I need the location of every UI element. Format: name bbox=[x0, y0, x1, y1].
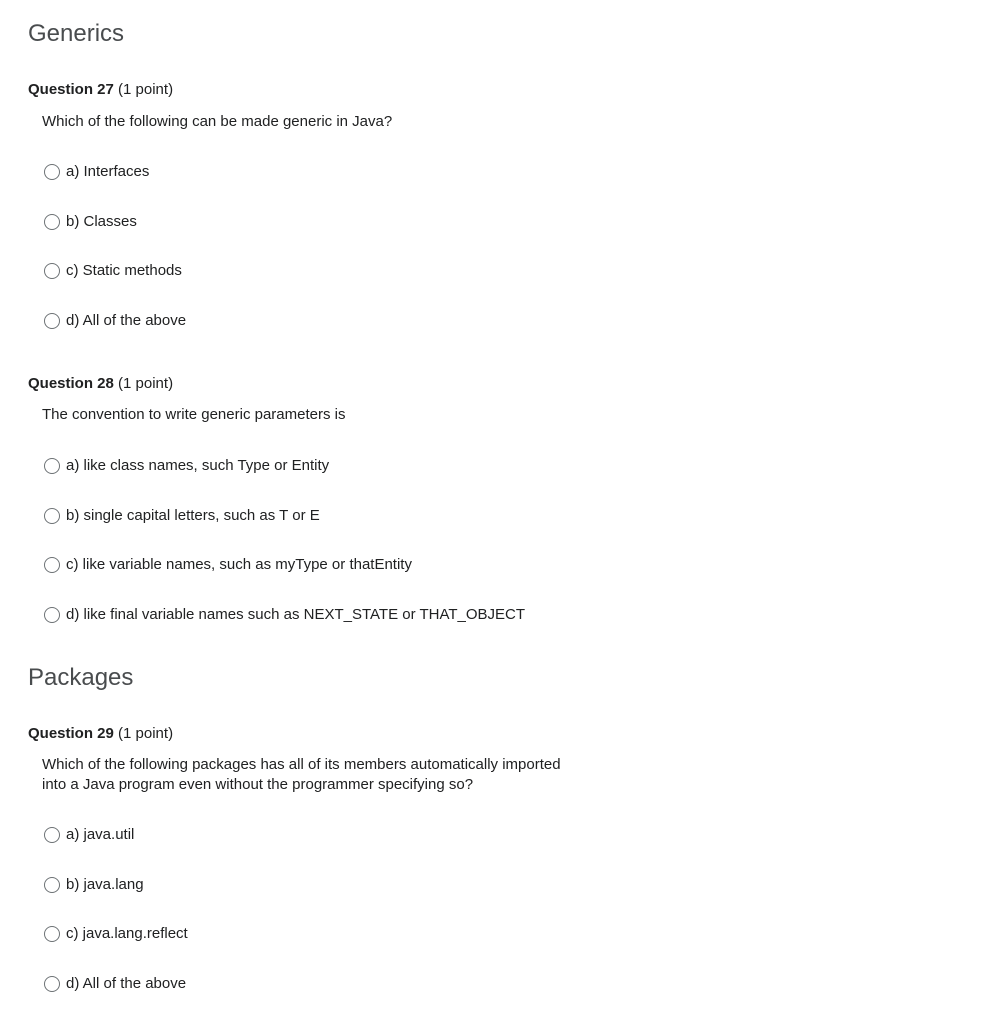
radio-button[interactable] bbox=[44, 214, 60, 230]
question-points: (1 point) bbox=[118, 375, 174, 392]
option-label: a) like class names, such Type or Entity bbox=[66, 457, 330, 474]
section-title-generics: Generics bbox=[28, 20, 125, 47]
question-text-line: into a Java program even without the programmer specifying so? bbox=[42, 776, 474, 793]
radio-button[interactable] bbox=[44, 164, 60, 180]
radio-button[interactable] bbox=[44, 877, 60, 893]
question-number: Question 29 bbox=[28, 725, 114, 742]
question-text-27: Which of the following can be made generic in Java? bbox=[42, 113, 393, 130]
radio-button[interactable] bbox=[44, 827, 60, 843]
question-29-option-c[interactable] bbox=[44, 923, 188, 945]
option-label: c) like variable names, such as myType or thatEntity bbox=[66, 556, 412, 573]
radio-button[interactable] bbox=[44, 458, 60, 474]
section-title-packages: Packages bbox=[28, 664, 134, 691]
option-label: b) single capital letters, such as T or E bbox=[66, 507, 320, 524]
option-label: b) Classes bbox=[66, 213, 137, 230]
question-header-29 bbox=[28, 724, 173, 744]
question-number: Question 28 bbox=[28, 375, 114, 392]
question-28-option-d[interactable] bbox=[44, 604, 525, 626]
question-27-option-a[interactable] bbox=[44, 161, 149, 183]
question-text-line: Which of the following packages has all of its members automatically imported bbox=[42, 756, 561, 773]
option-label: a) java.util bbox=[66, 826, 135, 843]
option-label: d) All of the above bbox=[66, 975, 187, 992]
question-27-option-b[interactable] bbox=[44, 211, 137, 233]
question-29-option-b[interactable] bbox=[44, 874, 144, 896]
option-label: a) Interfaces bbox=[66, 163, 150, 180]
question-27-option-c[interactable] bbox=[44, 260, 182, 282]
question-points: (1 point) bbox=[118, 725, 174, 742]
radio-button[interactable] bbox=[44, 313, 60, 329]
radio-button[interactable] bbox=[44, 926, 60, 942]
question-27-option-d[interactable] bbox=[44, 310, 186, 332]
question-29-option-a[interactable] bbox=[44, 824, 134, 846]
question-28-option-a[interactable] bbox=[44, 455, 329, 477]
question-header-28 bbox=[28, 374, 173, 394]
question-29-option-d[interactable] bbox=[44, 973, 186, 995]
question-text-29 bbox=[42, 755, 642, 795]
radio-button[interactable] bbox=[44, 557, 60, 573]
option-label: c) java.lang.reflect bbox=[66, 925, 188, 942]
question-points: (1 point) bbox=[118, 81, 174, 98]
question-number: Question 27 bbox=[28, 81, 114, 98]
option-label: d) like final variable names such as NEXT_STATE or THAT_OBJECT bbox=[66, 606, 526, 623]
radio-button[interactable] bbox=[44, 508, 60, 524]
option-label: c) Static methods bbox=[66, 262, 182, 279]
radio-button[interactable] bbox=[44, 263, 60, 279]
question-28-option-c[interactable] bbox=[44, 554, 412, 576]
radio-button[interactable] bbox=[44, 976, 60, 992]
option-label: b) java.lang bbox=[66, 876, 144, 893]
question-28-option-b[interactable] bbox=[44, 505, 320, 527]
option-label: d) All of the above bbox=[66, 312, 187, 329]
question-header-27 bbox=[28, 80, 173, 100]
radio-button[interactable] bbox=[44, 607, 60, 623]
question-text-28: The convention to write generic parameters is bbox=[42, 406, 346, 423]
